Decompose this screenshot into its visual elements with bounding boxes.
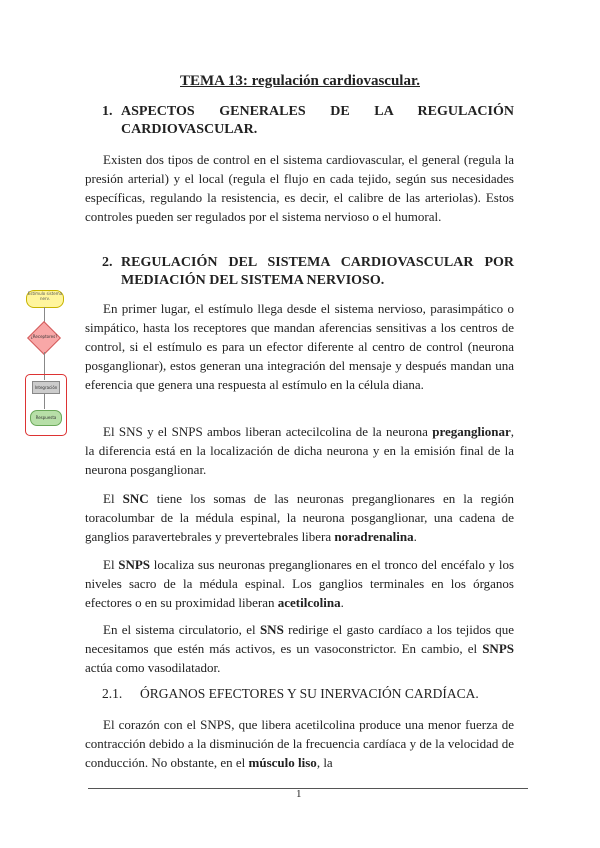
bold-term: músculo liso — [248, 755, 317, 770]
section-2-paragraph-5: En el sistema circulatorio, el SNS redirige el gasto cardíaco a los tejidos que necesitamos que estén más activos, es un vasoconstrictor. En cambio, el SNPS actúa como vasodilatador. — [85, 622, 514, 675]
subsection-2-1-number: 2.1. — [102, 686, 123, 701]
section-2-heading-line2: MEDIACIÓN DEL SISTEMA NERVIOSO. — [121, 273, 385, 288]
section-1-heading-line2: CARDIOVASCULAR. — [121, 122, 258, 137]
flowchart-connector — [44, 393, 45, 409]
subsection-2-1-title: ÓRGANOS EFECTORES Y SU INERVACIÓN CARDÍACA. — [140, 686, 479, 701]
footer-divider — [88, 788, 528, 789]
flowchart-start-node: Estímulo sistema nerv. — [26, 290, 64, 308]
section-1-paragraph: Existen dos tipos de control en el sistema cardiovascular, el general (regula la presión arterial) y el local (regula el flujo en cada tejido, según sus necesidades específicas, regulando la resistencia, es decir, el calibre de las arteriolas). Estos controles pueden ser regulados por el sistema nervioso o el humoral. — [85, 152, 514, 224]
bold-term: preganglionar — [432, 424, 511, 439]
bold-term: SNPS — [482, 641, 514, 656]
subsection-2-1-heading — [102, 685, 514, 703]
subsection-2-1-paragraph: El corazón con el SNPS, que libera acetilcolina produce una menor fuerza de contracción debido a la disminución de la frecuencia cardíaca y de la velocidad de conducción. No obstante, en el músculo liso, la — [85, 717, 514, 770]
flowchart-end-node: Respuesta — [30, 410, 62, 426]
section-2-heading — [102, 254, 514, 290]
section-1-heading — [102, 103, 514, 139]
flowchart-decision-label: ¿Receptores? — [30, 334, 58, 339]
bold-term: acetilcolina — [277, 595, 341, 610]
section-2-paragraph-1: En primer lugar, el estímulo llega desde el sistema nervioso, parasimpático o simpático, hasta los receptores que mandan aferencias sensitivas a los centros de control, si el estímulo es para un efector diferente al centro de control (neurona posganglionar), estos generan una integración del mensaje y después mandan una eferencia que genera una respuesta al estímulo en la célula diana. — [85, 301, 514, 392]
section-1-heading-line1: ASPECTOS GENERALES DE LA REGULACIÓN — [121, 104, 514, 119]
page-title: TEMA 13: regulación cardiovascular. — [180, 73, 420, 89]
bold-term: SNPS — [118, 557, 151, 572]
section-2-paragraph-2: El SNS y el SNPS ambos liberan actecilcolina de la neurona preganglionar, la diferencia está en la localización de dicha neurona y en la emisión final de la neurona posganglionar. — [85, 424, 514, 477]
page-number: 1 — [296, 788, 302, 800]
margin-flowchart — [22, 282, 70, 438]
section-2-paragraph-4: El SNPS localiza sus neuronas preganglionares en el tronco del encéfalo y los niveles sacro de la médula espinal. Los ganglios terminales en los órganos efectores o en su proximidad liberan acetilcolina. — [85, 557, 515, 610]
bold-term: noradrenalina — [334, 529, 414, 544]
flowchart-process-node: Integración — [32, 381, 60, 394]
bold-term: SNC — [122, 491, 149, 506]
section-2-heading-line1: REGULACIÓN DEL SISTEMA CARDIOVASCULAR POR — [121, 255, 514, 270]
section-2-number: 2. — [102, 255, 113, 270]
section-1-number: 1. — [102, 104, 113, 119]
bold-term: SNS — [259, 622, 284, 637]
section-2-paragraph-3: El SNC tiene los somas de las neuronas preganglionares en la región toracolumbar de la médula espinal, la neurona posganglionar, una cadena de ganglios paravertebrales y prevertebrales libera noradrenalina. — [85, 491, 514, 544]
